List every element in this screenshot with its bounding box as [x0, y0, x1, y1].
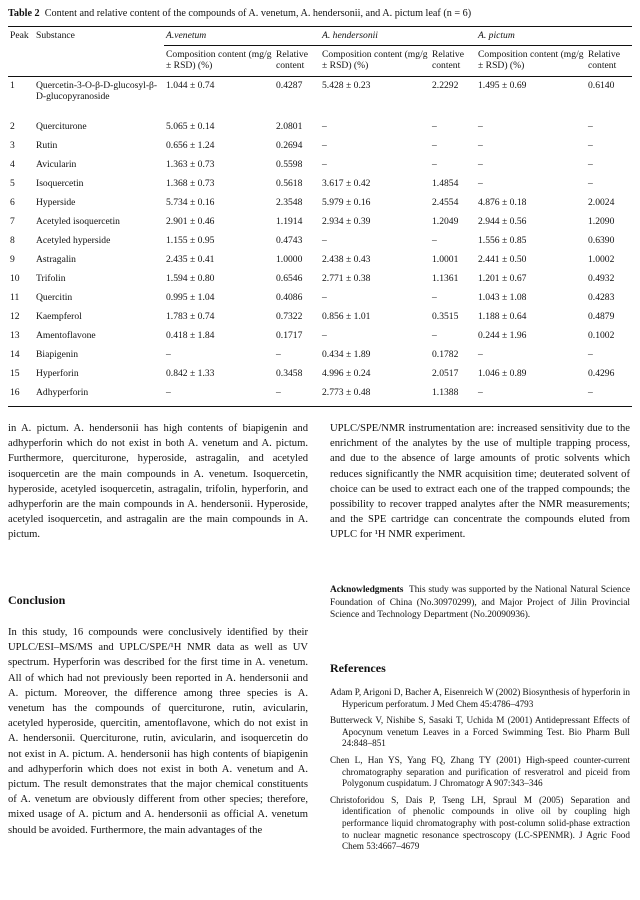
peak-cell: 5	[10, 178, 15, 189]
composition-cell: –	[478, 159, 483, 170]
relative-cell: 1.1361	[432, 273, 459, 284]
composition-cell: 1.155 ± 0.95	[166, 235, 215, 246]
sub-relative: Relative content	[274, 46, 320, 77]
composition-cell: 0.434 ± 1.89	[322, 349, 371, 360]
peak-cell: 11	[10, 292, 20, 303]
reference-item: Chen L, Han YS, Yang FQ, Zhang TY (2001) High-speed counter-current chromatography separation and purification of resveratrol and piceid from Polygonum cuspidatum. J Chromatogr A 907:343–346	[330, 754, 630, 789]
composition-cell: –	[164, 384, 274, 407]
table-row	[8, 289, 632, 308]
composition-cell: 1.368 ± 0.73	[166, 178, 215, 189]
table-caption-text: Content and relative content of the compounds of A. venetum, A. hendersonii, and A. pictum leaf (n = 6)	[44, 8, 472, 19]
relative-cell: 1.4854	[432, 178, 459, 189]
relative-cell: 0.4283	[588, 292, 615, 303]
body-paragraph: in A. pictum. A. hendersonii has high contents of biapigenin and adhyperforin which do not exist in both A. venetum and A. pictum. Furthermore, querciturone, hyperoside, astragalin, and acetyled isoquercetin are the main compounds in A. venetum. Isoquercetin, hyperoside, acetyled isoquercetin, astragalin, trifolin, hyperforin, and adhyperforin are the main compounds in A. hendersonii. Hyperoside, acetyled isoquercetin, and astragalin are the main compounds in A. pictum.	[8, 423, 308, 541]
table-row	[8, 251, 632, 270]
peak-cell: 13	[10, 330, 20, 341]
conclusion-section	[8, 625, 308, 838]
relative-cell: 1.1914	[276, 216, 303, 227]
relative-cell: –	[432, 159, 437, 170]
table-row	[8, 118, 632, 137]
composition-cell: 1.201 ± 0.67	[478, 273, 527, 284]
col-peak: Peak	[8, 27, 34, 46]
relative-cell: –	[432, 292, 437, 303]
peak-cell: 12	[10, 311, 20, 322]
composition-cell: –	[322, 330, 327, 341]
table-row	[8, 270, 632, 289]
relative-cell: 2.0024	[588, 197, 615, 208]
peak-cell: 7	[10, 216, 15, 227]
table-caption	[8, 8, 471, 19]
peak-cell: 1	[10, 80, 15, 91]
references-list	[330, 687, 630, 858]
relative-cell: 2.2292	[432, 80, 459, 91]
relative-cell: 1.0001	[432, 254, 459, 265]
table-row	[8, 194, 632, 213]
peak-cell: 10	[10, 273, 20, 284]
relative-cell: 2.3548	[276, 197, 303, 208]
composition-cell: 0.418 ± 1.84	[166, 330, 215, 341]
peak-cell: 4	[10, 159, 15, 170]
table-caption-label: Table 2	[8, 8, 40, 19]
substance-cell: Trifolin	[36, 273, 66, 284]
composition-cell: 0.842 ± 1.33	[166, 368, 215, 379]
composition-cell: –	[478, 178, 483, 189]
composition-cell: 2.944 ± 0.56	[478, 216, 527, 227]
peak-cell: 15	[10, 368, 20, 379]
composition-cell: 0.856 ± 1.01	[322, 311, 371, 322]
composition-cell: 1.594 ± 0.80	[166, 273, 215, 284]
composition-cell: 4.996 ± 0.24	[322, 368, 371, 379]
relative-cell: 0.2694	[276, 140, 303, 151]
table-row	[8, 175, 632, 194]
relative-cell: 0.4879	[588, 311, 615, 322]
relative-cell: 0.4932	[588, 273, 615, 284]
relative-cell: –	[586, 384, 632, 407]
peak-cell: 2	[10, 121, 15, 132]
group-venetum: A.venetum	[164, 27, 320, 46]
relative-cell: 1.0002	[588, 254, 615, 265]
relative-cell: 2.4554	[432, 197, 459, 208]
relative-cell: 1.1388	[430, 384, 476, 407]
sub-composition: Composition content (mg/g ± RSD) (%)	[320, 46, 430, 77]
relative-cell: 0.6390	[588, 235, 615, 246]
composition-cell: 2.435 ± 0.41	[166, 254, 215, 265]
substance-cell: Rutin	[36, 140, 58, 151]
relative-cell: –	[588, 159, 593, 170]
body-paragraph: UPLC/SPE/NMR instrumentation are: increased sensitivity due to the enrichment of the analytes by the use of multiple trapping process, and due to the absence of large amounts of protic solvents which reduces significantly the NMR acquisition time; deuterated solvent of choice can be used to extract each one of the trapped compounds; the possibility to recover trapped analytes after the NMR measurements; and the SPE cartridge can concentrate the compounds eluted from UPLC for ¹H NMR experiment.	[330, 423, 630, 541]
reference-item: Butterweck V, Nishibe S, Sasaki T, Uchida M (2001) Antidepressant Effects of Apocynum venetum Leaves in a Forced Swimming Test. Bio Pharm Bull 24:848–851	[330, 715, 630, 749]
composition-cell: 1.043 ± 1.08	[478, 292, 527, 303]
reference-item: Christoforidou S, Dais P, Tseng LH, Spraul M (2005) Separation and identification of phenolic compounds in olive oil by coupling high performance liquid chromatography with post-column solid-phase extraction to nuclear magnetic resonance spectroscopy (LC-SPENMR). J Agric Food Chem 53:4667–4679	[330, 794, 630, 852]
composition-cell: 2.438 ± 0.43	[322, 254, 371, 265]
sub-relative: Relative content	[430, 46, 476, 77]
relative-cell: –	[588, 121, 593, 132]
table-row	[8, 232, 632, 251]
substance-cell: Astragalin	[36, 254, 76, 265]
relative-cell: 0.3515	[432, 311, 459, 322]
composition-cell: 0.244 ± 1.96	[478, 330, 527, 341]
conclusion-heading: Conclusion	[8, 593, 66, 607]
table-row	[8, 77, 632, 119]
relative-cell: 0.4743	[276, 235, 303, 246]
composition-cell: 1.783 ± 0.74	[166, 311, 215, 322]
substance-cell: Quercitin	[36, 292, 73, 303]
composition-cell: 2.901 ± 0.46	[166, 216, 215, 227]
relative-cell: 0.4296	[588, 368, 615, 379]
substance-cell: Quercetin-3-O-β-D-glucosyl-β-D-glucopyranoside	[36, 80, 158, 102]
relative-cell: 0.1002	[588, 330, 615, 341]
relative-cell: –	[432, 121, 437, 132]
composition-cell: 1.556 ± 0.85	[478, 235, 527, 246]
peak-cell: 8	[10, 235, 15, 246]
composition-cell: 0.656 ± 1.24	[166, 140, 215, 151]
substance-cell: Acetyled hyperside	[36, 235, 111, 246]
substance-cell: Biapigenin	[36, 349, 79, 360]
composition-cell: –	[322, 235, 327, 246]
peak-cell: 9	[10, 254, 15, 265]
substance-cell: Querciturone	[36, 121, 87, 132]
composition-cell: –	[322, 140, 327, 151]
composition-cell: 3.617 ± 0.42	[322, 178, 371, 189]
substance-cell: Kaempferol	[36, 311, 82, 322]
composition-cell: 1.495 ± 0.69	[478, 80, 527, 91]
substance-cell: Adhyperforin	[34, 384, 164, 407]
table-row	[8, 308, 632, 327]
group-hendersonii: A. hendersonii	[320, 27, 476, 46]
composition-cell: 0.995 ± 1.04	[166, 292, 215, 303]
sub-composition: Composition content (mg/g ± RSD) (%)	[164, 46, 274, 77]
table-row	[8, 213, 632, 232]
relative-cell: 0.1717	[276, 330, 303, 341]
right-column	[330, 421, 630, 543]
composition-cell: 2.934 ± 0.39	[322, 216, 371, 227]
col-substance: Substance	[34, 27, 164, 46]
composition-cell: 5.065 ± 0.14	[166, 121, 215, 132]
substance-cell: Hyperforin	[36, 368, 79, 379]
substance-cell: Isoquercetin	[36, 178, 84, 189]
peak-cell: 6	[10, 197, 15, 208]
relative-cell: –	[432, 235, 437, 246]
peak-cell: 3	[10, 140, 15, 151]
compounds-table	[8, 26, 632, 407]
composition-cell: 1.046 ± 0.89	[478, 368, 527, 379]
relative-cell: –	[432, 330, 437, 341]
relative-cell: –	[588, 349, 593, 360]
table-row	[8, 156, 632, 175]
relative-cell: 0.3458	[276, 368, 303, 379]
table-row	[8, 365, 632, 384]
relative-cell: –	[276, 349, 281, 360]
substance-cell: Hyperside	[36, 197, 76, 208]
table-row	[8, 384, 632, 407]
composition-cell: –	[322, 292, 327, 303]
sub-composition: Composition content (mg/g ± RSD) (%)	[476, 46, 586, 77]
relative-cell: 2.0517	[432, 368, 459, 379]
composition-cell: –	[166, 349, 171, 360]
substance-cell: Acetyled isoquercetin	[36, 216, 120, 227]
relative-cell: 1.2049	[432, 216, 459, 227]
substance-cell: Avicularin	[36, 159, 77, 170]
peak-cell: 14	[10, 349, 20, 360]
composition-cell: 5.734 ± 0.16	[166, 197, 215, 208]
relative-cell: 0.6546	[276, 273, 303, 284]
relative-cell: 0.1782	[432, 349, 459, 360]
composition-cell: 4.876 ± 0.18	[478, 197, 527, 208]
relative-cell: –	[432, 140, 437, 151]
composition-cell: 2.771 ± 0.38	[322, 273, 371, 284]
sub-relative: Relative content	[586, 46, 632, 77]
composition-cell: –	[476, 384, 586, 407]
ack-text: This study was supported by the National Natural Science Foundation of China (No.30970299), and Major Project of Jilin Provincial Science and Technology Department (No.20090936).	[330, 585, 630, 621]
composition-cell: 2.773 ± 0.48	[320, 384, 430, 407]
relative-cell: –	[588, 178, 593, 189]
composition-cell: –	[478, 121, 483, 132]
composition-cell: –	[478, 140, 483, 151]
relative-cell: 0.5598	[276, 159, 303, 170]
composition-cell: 1.188 ± 0.64	[478, 311, 527, 322]
table-row	[8, 137, 632, 156]
relative-cell: 0.4086	[276, 292, 303, 303]
relative-cell: 0.6140	[588, 80, 615, 91]
composition-cell: 5.979 ± 0.16	[322, 197, 371, 208]
composition-cell: –	[478, 349, 483, 360]
references-heading: References	[330, 661, 386, 675]
relative-cell: 0.7322	[276, 311, 303, 322]
composition-cell: 1.363 ± 0.73	[166, 159, 215, 170]
peak-cell: 16	[8, 384, 34, 407]
composition-cell: 5.428 ± 0.23	[322, 80, 371, 91]
relative-cell: 2.0801	[276, 121, 303, 132]
relative-cell: –	[588, 140, 593, 151]
composition-cell: 1.044 ± 0.74	[166, 80, 215, 91]
relative-cell: 0.5618	[276, 178, 303, 189]
relative-cell: –	[274, 384, 320, 407]
acknowledgments	[330, 584, 630, 622]
composition-cell: –	[322, 121, 327, 132]
reference-item: Adam P, Arigoni D, Bacher A, Eisenreich W (2002) Biosynthesis of hyperforin in Hypericum perforatum. J Med Chem 45:4786–4793	[330, 687, 630, 709]
table-row	[8, 327, 632, 346]
relative-cell: 1.0000	[276, 254, 303, 265]
composition-cell: 2.441 ± 0.50	[478, 254, 527, 265]
conclusion-paragraph: In this study, 16 compounds were conclusively identified by their UPLC/ESI–MS/MS and UPLC/SPE/¹H NMR data as well as UV spectrum. Hyperforin was described for the first time in A. venetum. All of which had not previously been reported in A. hendersonii and A. pictum. Moreover, the difference among three species is A. venetum has the compounds of querciturone, rutin, avicularin, acetyled hyperoside, quercitin, amentoflavone, which do not exist in A. hendersonii. Querciturone, rutin, avicularin, and isoquercetin do not exist in A. pictum. A. hendersonii has high contents of biapigenin and adhyperforin which does not exist in both A. venetum and A. pictum. The result demonstrates that the major chemical constituents of A. venetum are obviously different from other species; therefore, mixed usage of A. pictum and A. hendersonii as official A. venetum should be avoided. Furthermore, the main advantages of the	[8, 627, 308, 836]
table-row	[8, 346, 632, 365]
composition-cell: –	[322, 159, 327, 170]
ack-label: Acknowledgments	[330, 585, 404, 595]
relative-cell: 1.2090	[588, 216, 615, 227]
left-column	[8, 421, 308, 543]
group-pictum: A. pictum	[476, 27, 632, 46]
substance-cell: Amentoflavone	[36, 330, 96, 341]
relative-cell: 0.4287	[276, 80, 303, 91]
